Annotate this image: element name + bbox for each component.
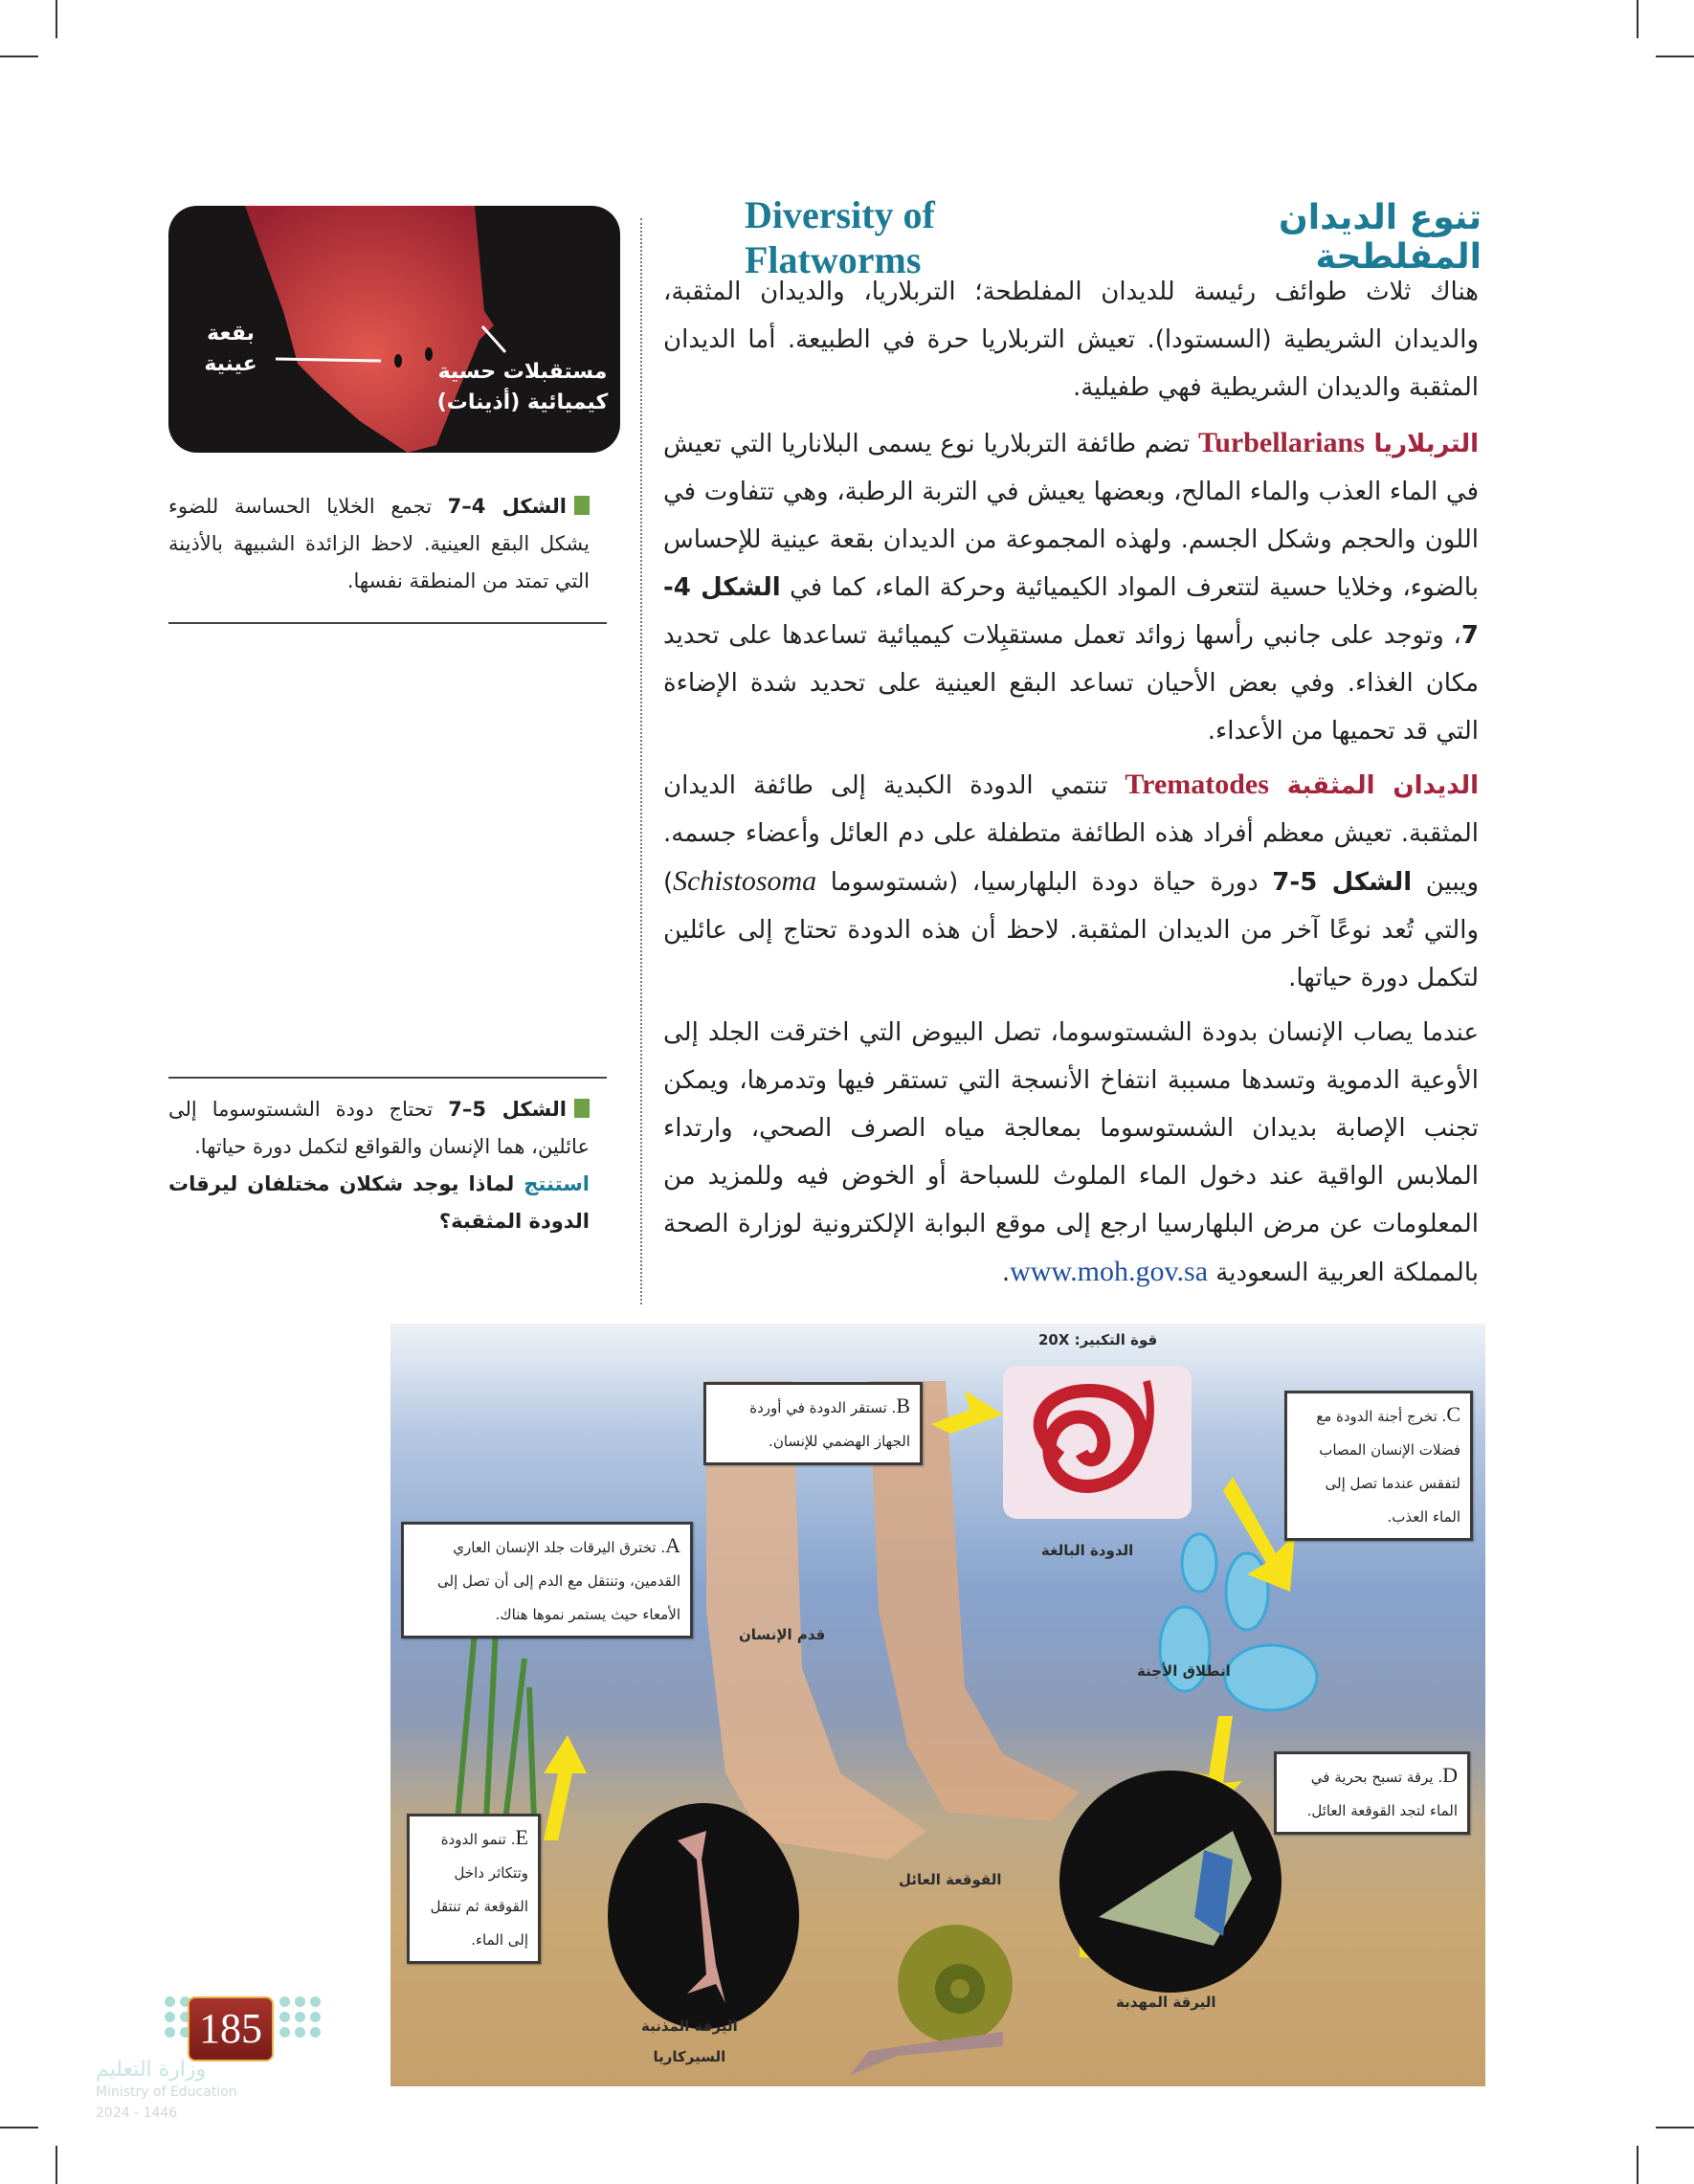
caption-rule (168, 622, 607, 624)
caption-figure-5-7: الشكل 5–7 تحتاج دودة الشستوسوما إلى عائلين، هما الإنسان والقواقع لتكمل دورة حياتها. استنتج لماذا يوجد شكلان مختلفان ليرقات الدودة المثقبة؟ (168, 1098, 590, 1233)
bullet-square-icon (574, 496, 590, 515)
page-number: 185 (188, 1996, 274, 2061)
column-divider (640, 218, 642, 1304)
label-human-foot: قدم الإنسان (739, 1626, 826, 1643)
caption-figure-4-7: الشكل 4–7 تجمع الخلايا الحساسة للضوء يشكل البقع العينية. لاحظ الزائدة الشبيهة بالأذينة التي تمتد من المنطقة نفسها. (168, 495, 590, 592)
term-turbellarians: التربلاريا Turbellarians (1197, 427, 1480, 458)
crop-mark (1637, 0, 1638, 38)
eggs (1160, 1534, 1317, 1710)
logo-dots-icon (279, 1996, 321, 2038)
paragraph-intro: هناك ثلاث طوائف رئيسة للديدان المفلطحة؛ التربلاريا، والديدان المثقبة، والديدان الشريطية (السستودا). تعيش التربلاريا حرة في الطبيعة. أما الديدان المثقبة والديدان الشريطية فهي طفيلية. (663, 278, 1479, 402)
term-trematodes: الديدان المثقبة Trematodes (1125, 769, 1479, 800)
figure-ref-4-7: الشكل 4-7 (663, 573, 1479, 650)
section-heading (660, 193, 1482, 281)
paragraph-schistosoma: عندما يصاب الإنسان بدودة الشستوسوما، تصل البيوض التي اخترقت الجلد إلى الأوعية الدموية وتسدها مسببة انتفاخ الأنسجة التي تستقر فيها وتدمرها، ويمكن تجنب الإصابة بديدان الشستوسوما بمعالجة مياه الصرف الصحي، وارتداء الملابس الواقية عند دخول الماء الملوث للسباحة أو الخوض فيه وللمزيد من المعلومات عن مرض البلهارسيا ارجع إلى موقع البوابة الإلكترونية لوزارة الصحة بالمملكة العربية السعودية www.moh.gov.sa. (663, 1018, 1479, 1287)
step-b-box: B. تستقر الدودة في أوردة الجهاز الهضمي للإنسان. (703, 1382, 923, 1465)
step-e-box: E. تنمو الدودة وتتكاثر داخل القوقعة ثم تنتقل إلى الماء. (407, 1814, 541, 1964)
planarian-photo (168, 206, 620, 453)
label-adult-worm: الدودة البالغة (1041, 1542, 1134, 1559)
crop-mark (1637, 2146, 1638, 2184)
figure-ref-5-7: الشكل 5-7 (1272, 868, 1413, 897)
label-snail-host: القوقعة العائل (899, 1871, 1002, 1888)
ministry-name-english: Ministry of Education (96, 2084, 237, 2100)
crop-mark (56, 0, 57, 38)
step-c-box: C. تخرج أجنة الدودة مع فضلات الإنسان المصاب لتفقس عندما تصل إلى الماء العذب. (1284, 1391, 1473, 1541)
crop-mark (0, 2127, 38, 2128)
crop-mark (1656, 2127, 1694, 2128)
label-eyespot: بقعة عينية (204, 322, 257, 376)
label-cercaria: اليرقة المذنبة السيركاريا (641, 2017, 738, 2065)
logo-dots-icon (165, 1996, 190, 2038)
moh-link[interactable]: www.moh.gov.sa (1010, 1256, 1209, 1287)
crop-mark (1656, 56, 1694, 57)
crop-mark (56, 2146, 57, 2184)
paragraph-turbellarians: التربلاريا Turbellarians تضم طائفة التربلاريا نوع يسمى البلاناريا التي تعيش في الماء العذب والماء المالح، وبعضها يعيش في التربة الرطبة، وهي تتفاوت في اللون والحجم وشكل الجسم. ولهذه المجموعة من الديدان بقعة عينية للإحساس بالضوء، وخلايا حسية لتتعرف المواد الكيميائية وحركة الماء، كما في الشكل 4-7، وتوجد على جانبي رأسها زوائد تعمل مستقبِلات كيميائية تساعدها على تحديد مكان الغذاء. وفي بعض الأحيان تساعد البقع العينية على تحديد شدة الإضاءة التي قد تحميها من الأعداء. (663, 427, 1480, 746)
crop-mark (0, 56, 38, 57)
infer-question: لماذا يوجد شكلان مختلفان ليرقات الدودة المثقبة؟ (168, 1172, 590, 1233)
snail-body (850, 2032, 1003, 2075)
heading-english: Diversity of Flatworms (745, 193, 935, 281)
grass (457, 1611, 534, 1821)
schistosoma-life-cycle-diagram (390, 1324, 1485, 2086)
ministry-logo-arabic: وزارة التعليم (96, 2058, 207, 2082)
infer-label: استنتج (524, 1172, 590, 1195)
caption-rule (168, 1077, 607, 1079)
bullet-square-icon (574, 1099, 590, 1118)
step-a-box: A. تخترق اليرقات جلد الإنسان العاري القدمين، وتنتقل مع الدم إلى أن تصل إلى الأمعاء حيث يستمر نموها هناك. (401, 1522, 693, 1638)
magnification-label: قوة التكبير: 20X (1038, 1331, 1158, 1348)
label-miracidium: اليرقة المهدبة (1116, 1994, 1216, 2011)
paragraph-trematodes: الديدان المثقبة Trematodes تنتمي الدودة الكبدية إلى طائفة الديدان المثقبة. تعيش معظم أفراد هذه الطائفة متطفلة على دم العائل وأعضاء جسمه. ويبين الشكل 5-7 دورة حياة دودة البلهارسيا، (شستوسوما Schistosoma) والتي تُعد نوعًا آخر من الديدان المثقبة. لاحظ أن هذه الدودة تحتاج إلى عائلين لتكمل دورة حياتها. (663, 769, 1479, 992)
edition-year: 2024 - 1446 (96, 2106, 178, 2121)
label-egg-release: انطلاق الأجنة (1137, 1662, 1231, 1680)
heading-arabic: تنوع الديدان المفلطحة (1279, 198, 1482, 277)
step-d-box: D. يرقة تسبح بحرية في الماء لتجد القوقعة العائل. (1274, 1751, 1470, 1835)
label-auricle: مستقبلات حسية كيميائية (أذينات) (436, 360, 609, 414)
